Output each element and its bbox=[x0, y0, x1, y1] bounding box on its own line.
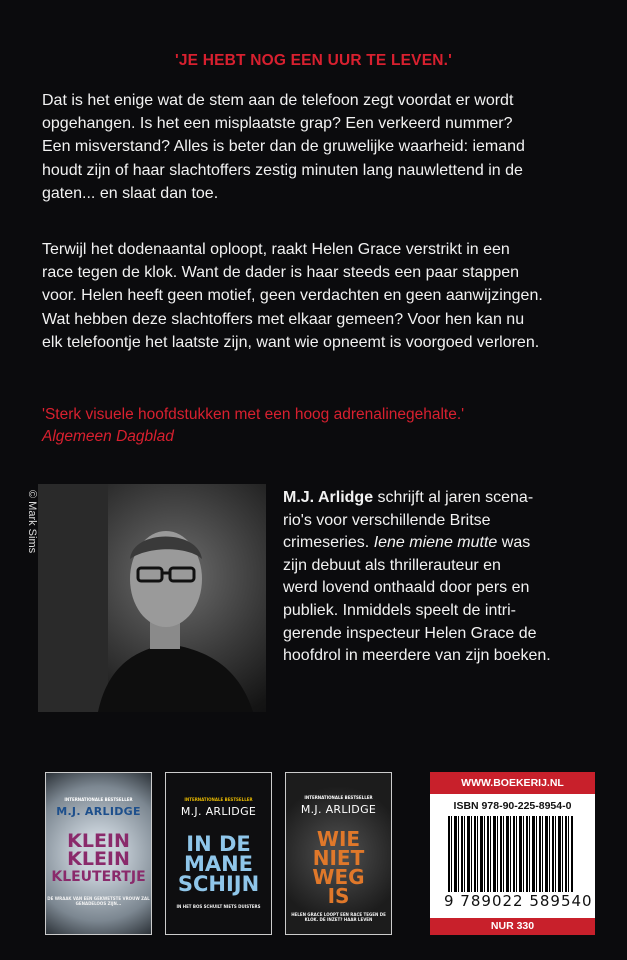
publisher-website: WWW.BOEKERIJ.NL bbox=[430, 772, 595, 794]
quote-source: Algemeen Dagblad bbox=[42, 428, 174, 445]
paragraph-1 bbox=[42, 89, 525, 205]
author-photo bbox=[38, 484, 266, 712]
cover-subtitle: DE WRAAK VAN EEN GEKWETSTE VROUW ZAL GENADELOOS ZIJN... bbox=[47, 896, 150, 906]
text-line: elk telefoontje het laatste zijn, want wie opneemt is voorgoed verloren. bbox=[42, 333, 540, 351]
text-line: Dat is het enige wat de stem aan de telefoon zegt voordat er wordt bbox=[42, 92, 514, 109]
quote-text: 'Sterk visuele hoofdstukken met een hoog adrenalinegehalte.' bbox=[42, 406, 465, 423]
text-line: houdt zijn of haar slachtoffers zestig minuten lang nauwlettend in de bbox=[42, 161, 523, 179]
text-line: hoofdrol in meerdere van zijn boeken. bbox=[283, 647, 551, 665]
book-cover-klein-klein-kleutertje bbox=[45, 772, 152, 935]
review-quote bbox=[42, 404, 464, 448]
cover-title: KLEIN KLEIN KLEUTERTJE bbox=[51, 830, 146, 885]
nur-code: NUR 330 bbox=[430, 918, 595, 935]
cover-subtitle: HELEN GRACE LOOPT EEN RACE TEGEN DE KLOK. DE INZET? HAAR LEVEN bbox=[291, 912, 386, 922]
cover-tag: INTERNATIONALE BESTSELLER bbox=[64, 797, 133, 802]
book-cover-in-de-maneschijn bbox=[165, 772, 272, 935]
book-cover-wie-niet-weg-is bbox=[285, 772, 392, 935]
barcode bbox=[448, 816, 573, 901]
text-line: voor. Helen heeft geen motief, geen verdachten en geen aanwijzingen. bbox=[42, 287, 543, 305]
text-line: Terwijl het dodenaantal oploopt, raakt Helen Grace verstrikt in een bbox=[42, 241, 510, 258]
isbn: ISBN 978-90-225-8954-0 bbox=[453, 800, 572, 812]
text-line: schrijft al jaren scena- bbox=[373, 489, 534, 506]
text-line: publiek. Inmiddels speelt de intri- bbox=[283, 601, 517, 619]
cover-author: M.J. ARLIDGE bbox=[56, 805, 141, 818]
text-line: werd lovend onthaald door pers en bbox=[283, 579, 530, 597]
text-line: zijn debuut als thrillerauteur en bbox=[283, 556, 501, 574]
author-name: M.J. Arlidge bbox=[283, 489, 374, 506]
text-line: Wat hebben deze slachtoffers met elkaar gemeen? Voor hen kan nu bbox=[42, 310, 525, 328]
ean-number: 9 789022 589540 bbox=[444, 892, 593, 910]
text-line: gaten... en slaat dan toe. bbox=[42, 184, 219, 202]
cover-author: M.J. ARLIDGE bbox=[180, 805, 257, 818]
text-line: race tegen de klok. Want de dader is haar steeds een paar stappen bbox=[42, 264, 520, 282]
text-line: gerende inspecteur Helen Grace de bbox=[283, 624, 537, 642]
cover-author: M.J. ARLIDGE bbox=[300, 803, 377, 816]
debut-title: Iene miene mutte bbox=[373, 534, 498, 552]
text-line: was bbox=[497, 534, 531, 552]
text-line: crimeseries. bbox=[283, 534, 374, 552]
barcode-label bbox=[430, 772, 595, 935]
photo-credit: © Mark Sims bbox=[26, 490, 38, 554]
cover-title: WIE NIET WEG IS bbox=[312, 827, 365, 908]
text-line: opgehangen. Is het een misplaatste grap? Een verkeerd nummer? bbox=[42, 115, 513, 133]
cover-subtitle: IN HET BOS SCHUILT NIETS DUISTERS bbox=[176, 904, 261, 909]
cover-tag: INTERNATIONALE BESTSELLER bbox=[184, 797, 253, 802]
paragraph-2 bbox=[42, 238, 543, 354]
author-bio bbox=[283, 487, 551, 668]
headline: 'JE HEBT NOG EEN UUR TE LEVEN.' bbox=[174, 52, 453, 69]
cover-title: IN DE MANE SCHIJN bbox=[177, 832, 260, 896]
text-line: Een misverstand? Alles is beter dan de gruwelijke waarheid: iemand bbox=[42, 138, 525, 156]
text-line: rio's voor verschillende Britse bbox=[283, 511, 491, 529]
cover-tag: INTERNATIONALE BESTSELLER bbox=[304, 795, 373, 800]
